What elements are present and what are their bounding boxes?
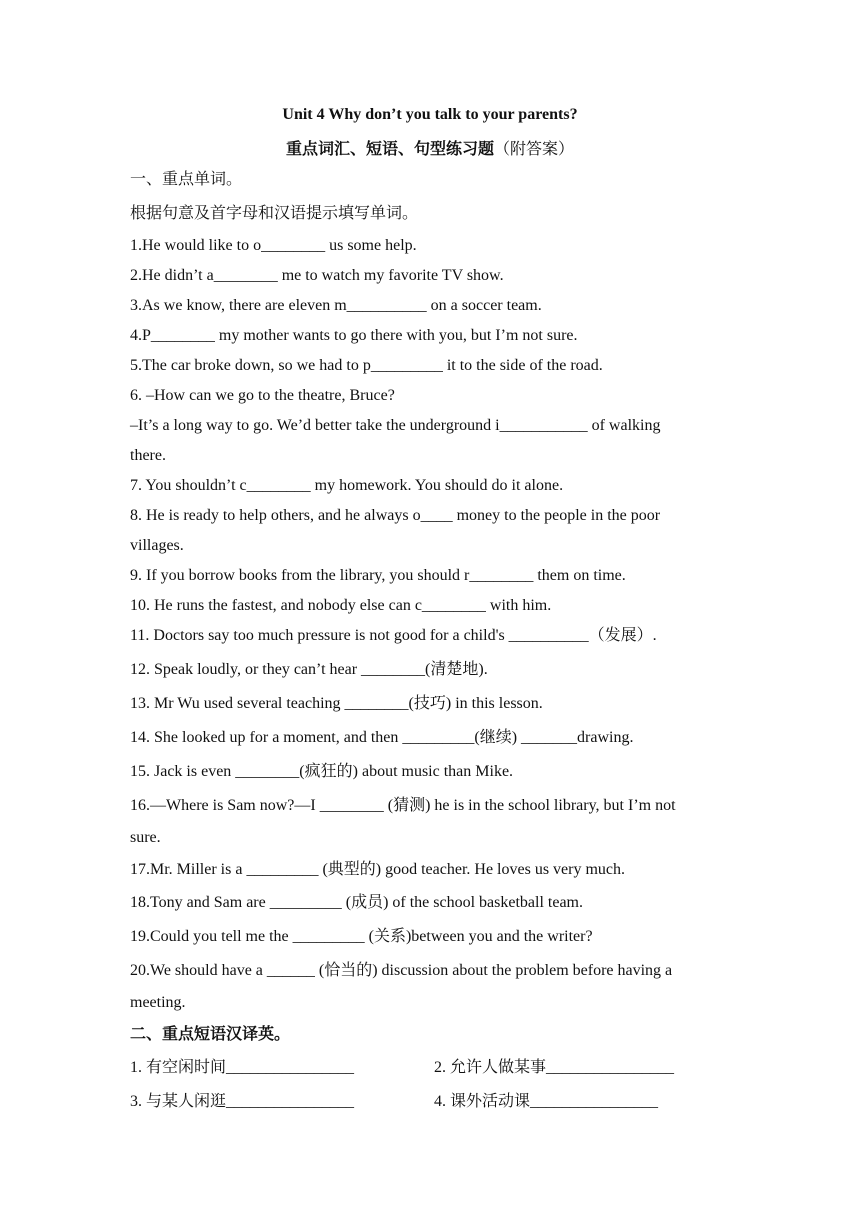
question-line: 4.P________ my mother wants to go there with you, but I’m not sure. bbox=[130, 327, 578, 344]
phrase-item: 1. 有空闲时间________________ bbox=[130, 1059, 355, 1076]
subtitle-main: 重点词汇、短语、句型练习题 bbox=[285, 141, 494, 158]
question-line: 1.He would like to o________ us some help. bbox=[130, 237, 417, 254]
phrase-item: 3. 与某人闲逛________________ bbox=[130, 1093, 355, 1110]
question-line: 12. Speak loudly, or they can’t hear ________(清楚地). bbox=[130, 661, 488, 678]
question-line: there. bbox=[130, 447, 166, 464]
page-title: Unit 4 Why don’t you talk to your parents? bbox=[282, 106, 578, 123]
question-line: 10. He runs the fastest, and nobody else can c________ with him. bbox=[130, 597, 552, 614]
question-line: 6. –How can we go to the theatre, Bruce? bbox=[130, 387, 395, 404]
question-line: 18.Tony and Sam are _________ (成员) of the school basketball team. bbox=[130, 894, 584, 911]
question-line: –It’s a long way to go. We’d better take the underground i___________ of walking bbox=[130, 417, 661, 434]
question-line: 3.As we know, there are eleven m__________ on a soccer team. bbox=[130, 297, 542, 314]
question-line: 2.He didn’t a________ me to watch my favorite TV show. bbox=[130, 267, 504, 284]
question-line: 7. You shouldn’t c________ my homework. You should do it alone. bbox=[130, 477, 564, 494]
subtitle-note: （附答案） bbox=[494, 141, 575, 158]
section2-heading: 二、重点短语汉译英。 bbox=[130, 1026, 291, 1043]
phrase-item: 4. 课外活动课________________ bbox=[434, 1093, 659, 1110]
question-line: 5.The car broke down, so we had to p_________ it to the side of the road. bbox=[130, 357, 603, 374]
section1-instruction: 根据句意及首字母和汉语提示填写单词。 bbox=[130, 205, 419, 222]
section1-heading: 一、重点单词。 bbox=[130, 171, 243, 188]
question-line: 20.We should have a ______ (恰当的) discussion about the problem before having a bbox=[130, 962, 673, 979]
question-line: 8. He is ready to help others, and he always o____ money to the people in the poor bbox=[130, 507, 661, 524]
question-line: 11. Doctors say too much pressure is not good for a child's __________（发展）. bbox=[130, 627, 657, 644]
question-line: villages. bbox=[130, 537, 184, 554]
question-line: 15. Jack is even ________(疯狂的) about music than Mike. bbox=[130, 763, 514, 780]
question-line: 13. Mr Wu used several teaching ________(技巧) in this lesson. bbox=[130, 695, 543, 712]
question-line: 19.Could you tell me the _________ (关系)between you and the writer? bbox=[130, 928, 593, 945]
question-line: 9. If you borrow books from the library, you should r________ them on time. bbox=[130, 567, 626, 584]
question-line: meeting. bbox=[130, 994, 186, 1011]
phrase-item: 2. 允许人做某事________________ bbox=[434, 1059, 675, 1076]
page-subtitle bbox=[0, 136, 860, 159]
question-line: 16.—Where is Sam now?—I ________ (猜测) he is in the school library, but I’m not bbox=[130, 797, 676, 814]
question-line: 14. She looked up for a moment, and then _________(继续) _______drawing. bbox=[130, 729, 634, 746]
question-line: 17.Mr. Miller is a _________ (典型的) good teacher. He loves us very much. bbox=[130, 861, 626, 878]
question-line: sure. bbox=[130, 829, 161, 846]
